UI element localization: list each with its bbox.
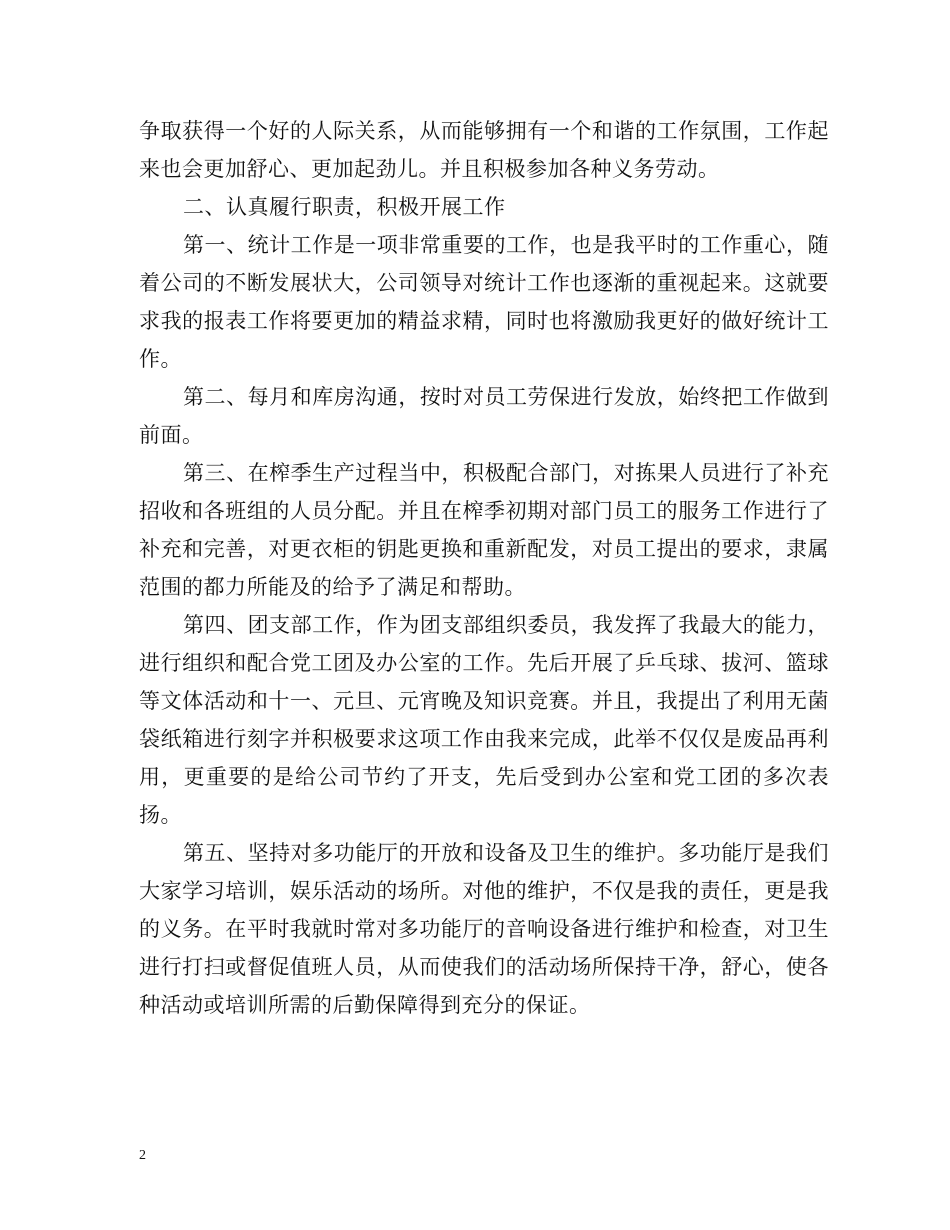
- paragraph: 第二、每月和库房沟通，按时对员工劳保进行发放，始终把工作做到前面。: [139, 385, 829, 447]
- paragraph: 第四、团支部工作，作为团支部组织委员，我发挥了我最大的能力，进行组织和配合党工团及办公室的工作。先后开展了乒乓球、拔河、篮球等文体活动和十一、元旦、元宵晚及知识竞赛。并且，我提出了利用无菌袋纸箱进行刻字并积极要求这项工作由我来完成，此举不仅仅是废品再利用，更重要的是给公司节约了开支，先后受到办公室和党工团的多次表扬。: [139, 613, 829, 827]
- section-heading: 二、认真履行职责，积极开展工作: [183, 195, 506, 219]
- paragraph: 争取获得一个好的人际关系，从而能够拥有一个和谐的工作氛围，工作起来也会更加舒心、更加起劲儿。并且积极参加各种义务劳动。: [139, 119, 829, 181]
- paragraph: 第五、坚持对多功能厅的开放和设备及卫生的维护。多功能厅是我们大家学习培训，娱乐活动的场所。对他的维护，不仅是我的责任，更是我的义务。在平时我就时常对多功能厅的音响设备进行维护和检查，对卫生进行打扫或督促值班人员，从而使我们的活动场所保持干净，舒心，使各种活动或培训所需的后勤保障得到充分的保证。: [139, 841, 829, 1017]
- paragraph: 第一、统计工作是一项非常重要的工作，也是我平时的工作重心，随着公司的不断发展状大，公司领导对统计工作也逐渐的重视起来。这就要求我的报表工作将要更加的精益求精，同时也将激励我更好的做好统计工作。: [139, 233, 829, 371]
- page-number: 2: [139, 1148, 146, 1163]
- paragraph: 第三、在榨季生产过程当中，积极配合部门，对拣果人员进行了补充招收和各班组的人员分配。并且在榨季初期对部门员工的服务工作进行了补充和完善，对更衣柜的钥匙更换和重新配发，对员工提出的要求，隶属范围的都力所能及的给予了满足和帮助。: [139, 461, 829, 599]
- document-body: [139, 112, 829, 1024]
